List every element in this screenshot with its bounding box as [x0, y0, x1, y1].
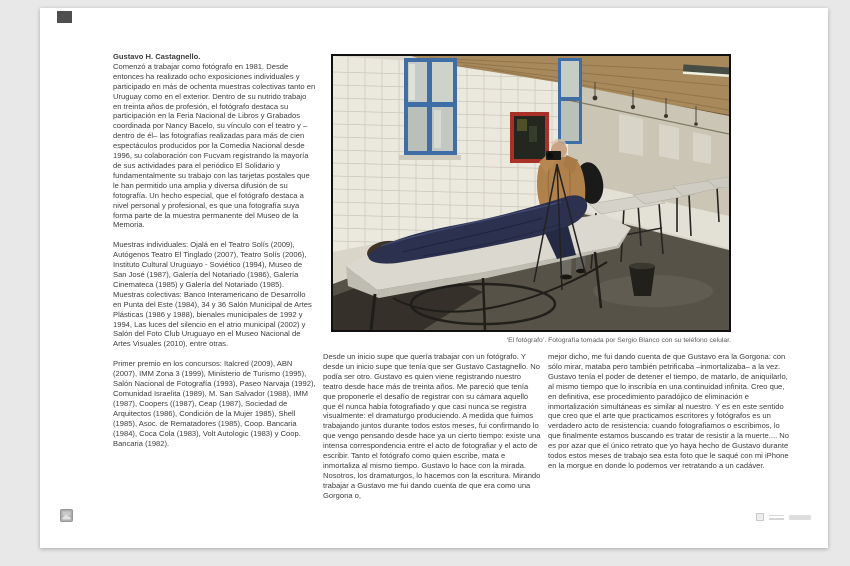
page-corner-marker [57, 11, 72, 23]
bio-awards-paragraph: Primer premio en los concursos: Italcred (2009), ABN (2007), IMM Zona 3 (1999), Ministerio de Turismo (1995), Salón Nacional de Fotografía (1993), Paseo Narvaja (1992), Comunidad Israelita (1989), M. San Salvador (1988), IMM (1987), Coopers ((1987), Ceap (1987), Sociedad de Arquitectos (1986), Condición de la Mujer 1985), Shell (1985), Asoc. de Rematadores (1985), Coop. Bancaria (1984), Coca Cola (1983), Volt Autologic (1983) y Coop. Bancaria (1982). [113, 359, 316, 448]
bio-column [113, 52, 316, 448]
essay-column-right: mejor dicho, me fui dando cuenta de que Gustavo era la Gorgona: con sólo mirar, mataba pero también petrificaba –inmortalizaba– a la vez. Gustavo tenía el poder de detener el tiempo, de matarlo, de aniquilarlo, al mismo tiempo que lo inscribía en una continuidad infinita. Creo que, en definitiva, ese procedimiento paradójico de eliminación e inmortalización simultáneas es similar al nuestro. Y es en este sentido que creo que el arte que practicamos escritores y fotógrafos es un verdadero acto de resistencia: cuando fotografiamos o escribimos, lo que finalmente estamos buscando es tratar de resistir a la muerte.... No es por azar que el único retrato que yo haya hecho de Gustavo durante todos estos meses de trabajo sea esta foto que le saqué con mi iPhone en la morgue en donde lo podemos ver retratando a un cadáver. [548, 352, 790, 470]
bio-exhibitions-paragraph: Muestras individuales: Ojalá en el Teatro Solís (2009), Autógenos Teatro El Tinglado (2007), Teatro Solís (2006), Instituto Cultural Uruguayo - Soviético (1994), Museo de San José (1987), Galería del Notariado (1986), Galería Cinemateca (1985) y Galería del Notariado (1985). Muestras colectivas: Banco Interamericano de Desarrollo en Punta del Este (1984), 34 y 36 Salón Municipal de Artes Plásticas (1986 y 1988), bienales municipales de 1992 y 1994, Las luces del silencio en el atrio municipal (2002) y Salón del Foto Club Uruguayo en el Museo Nacional de Artes Visuales (2010), entre otras. [113, 240, 312, 349]
credit-mark-icon [756, 513, 764, 521]
morgue-photo-illustration [333, 56, 729, 330]
photo-red-board [510, 112, 549, 163]
photo-caption: ‘El fotógrafo’. Fotografía tomada por Sergio Blanco con su teléfono celular. [506, 337, 731, 344]
credit-wordmark [789, 515, 811, 520]
bio-intro-paragraph: Comenzó a trabajar como fotógrafo en 1981. Desde entonces ha realizado ocho exposiciones individuales y participado en más de ochenta muestras colectivas tanto en Uruguay como en el exterior. Dentro de su nutrido trabajo en treinta años de profesión, el fotógrafo destaca su participación en la Feria Nacional de Libros y Grabados coordinada por Nancy Bacelo, su vínculo con el teatro y –dentro de él– las fotografías realizadas para más de cien espectáculos producidos por la Comedia Nacional desde 1996, su colaboración con Fucvam registrando la mayoría de sus actividades para el periódico El Solidario y fundamentalmente su trabajo con las tarjetas postales que le han permitido una amplia y diversa difusión de su fotografía. Un hecho especial, que el fotógrafo destaca a nivel personal y profesional, es que una fotografía suya forma parte de la muestra permanente del Museo de la Memoria. [113, 61, 316, 230]
book-page [40, 8, 828, 548]
credit-text-lines [769, 515, 784, 520]
page-thumbnail-icon[interactable] [60, 509, 73, 522]
morgue-photo [331, 54, 731, 332]
bio-heading: Gustavo H. Castagnello. [113, 52, 201, 61]
essay-column-left: Desde un inicio supe que quería trabajar con un fotógrafo. Y desde un inicio supe que tenía que ser Gustavo Castagnello. No podía ser otro. Gustavo es quien viene registrando nuestro teatro desde hace más de treinta años. Me pareció que tenía que proponerle el desafío de registrar con su cámara aquello que él nunca había fotografiado y que casi nunca se registra visualmente: el dramaturgo produciendo. A medida que fuimos trabajando juntos durante todos estos meses, fui confirmando lo que vengo pensando desde hace ya un cierto tiempo: existe una intensa correspondencia entre el acto de fotografiar y el acto de escribir. Tanto el fotógrafo como quien escribe, mata e inmortaliza al mismo tiempo. Gustavo lo hace con la mirada. Nosotros, los dramaturgos, lo hacemos con la escritura. Mirando trabajar a Gustavo me fui dando cuenta de que era como una Gorgona o, [323, 352, 541, 500]
footer-credit-marks [756, 513, 811, 521]
photo-window-left [399, 58, 461, 160]
